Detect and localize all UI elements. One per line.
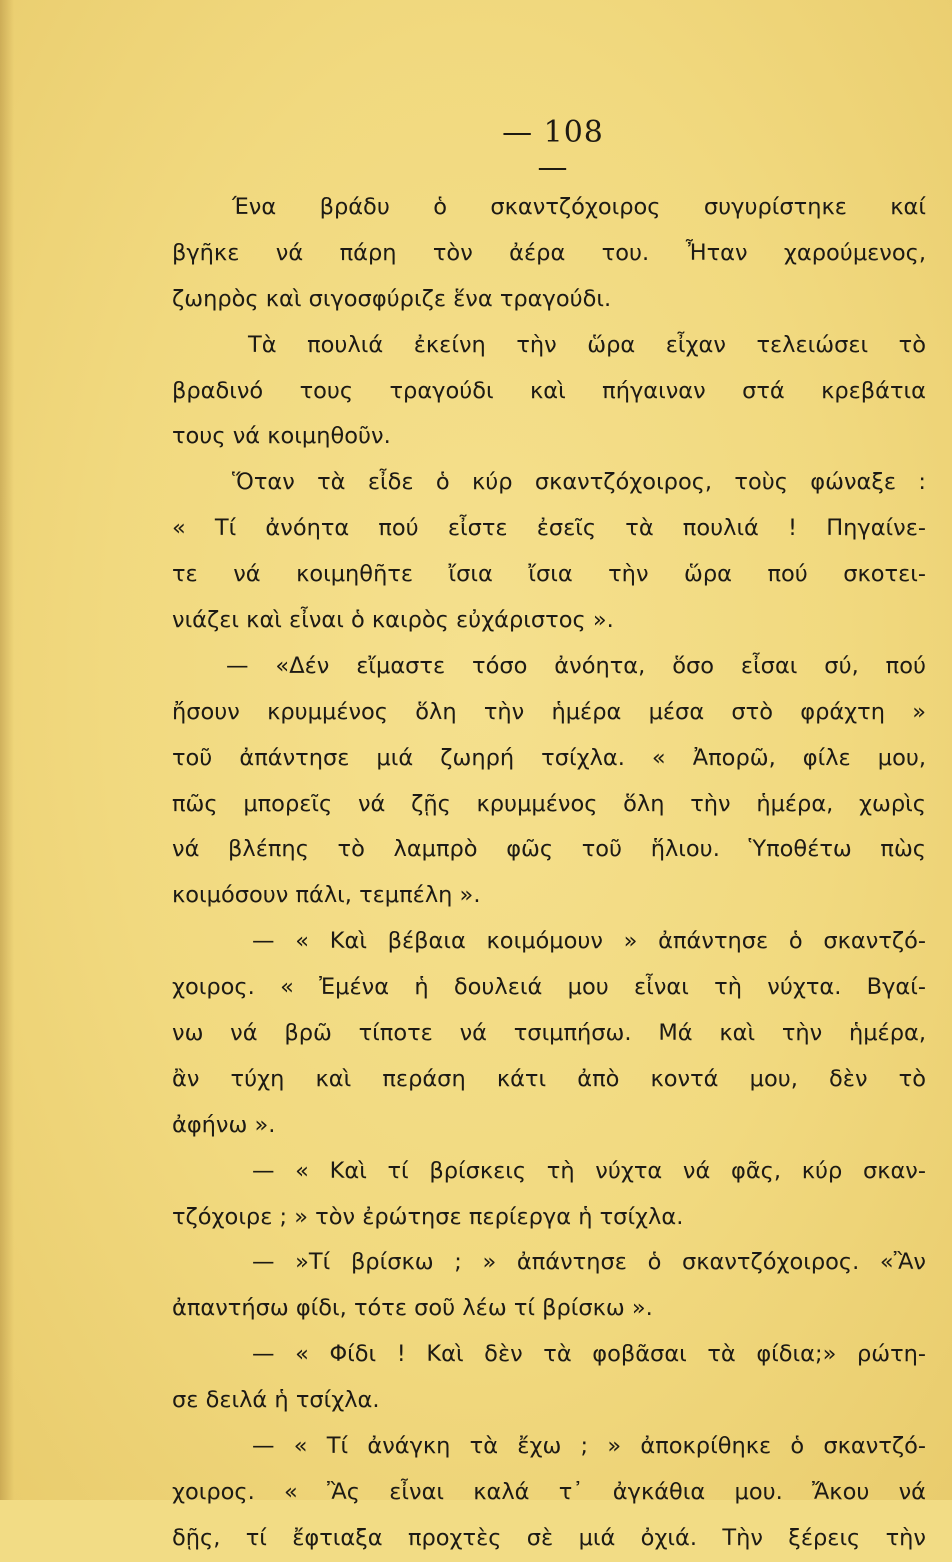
text-line: ζωηρὸς καὶ σιγοσφύριζε ἕνα τραγούδι. [172, 285, 612, 312]
text-line: Ὅταν τὰ εἶδε ὁ κύρ σκαντζόχοιρος, τοὺς φώναξε : [232, 469, 926, 496]
text-line: — « Φίδι ! Καὶ δὲν τὰ φοβᾶσαι τὰ φίδια;» ρώτη- [252, 1341, 926, 1368]
text-line: ἂν τύχη καὶ περάση κάτι ἀπὸ κοντά μου, δὲν τὸ [172, 1065, 926, 1092]
text-line: βγῆκε νά πάρη τὸν ἀέρα του. Ἦταν χαρούμενος, [172, 239, 926, 266]
text-line: πῶς μπορεῖς νά ζῇς κρυμμένος ὅλη τὴν ἡμέρα, χωρὶς [172, 790, 926, 817]
text-line: « Τί ἀνόητα πού εἶστε ἐσεῖς τὰ πουλιά ! Πηγαίνε- [172, 515, 926, 542]
text-line: χοιρος. « Ἂς εἶναι καλά τ᾿ ἀγκάθια μου. Ἄκου νά [172, 1478, 926, 1505]
text-line: — »Τί βρίσκω ; » ἀπάντησε ὁ σκαντζόχοιρος. «Ἂν [252, 1249, 926, 1276]
text-line: ἀπαντήσω φίδι, τότε σοῦ λέω τί βρίσκω ». [172, 1295, 653, 1322]
text-line: τους νά κοιμηθοῦν. [172, 423, 391, 450]
text-line: νά βλέπης τὸ λαμπρὸ φῶς τοῦ ἥλιου. Ὑποθέτω πὼς [172, 836, 926, 863]
text-line: νω νά βρῶ τίποτε νά τσιμπήσω. Μά καὶ τὴν ἡμέρα, [172, 1020, 926, 1047]
text-line: — « Καὶ τί βρίσκεις τὴ νύχτα νά φᾶς, κύρ σκαν- [252, 1157, 926, 1184]
text-line: νιάζει καὶ εἶναι ὁ καιρὸς εὐχάριστος ». [172, 607, 614, 634]
text-line: ἀφήνω ». [172, 1111, 276, 1138]
text-line: δῇς, τί ἔφτιαξα προχτὲς σὲ μιά ὀχιά. Τὴν ξέρεις τὴν [172, 1524, 926, 1551]
text-line: ἤσουν κρυμμένος ὅλη τὴν ἡμέρα μέσα στὸ φράχτη » [172, 698, 926, 725]
text-line: κοιμόσουν πάλι, τεμπέλη ». [172, 882, 481, 909]
text-line: τοῦ ἀπάντησε μιά ζωηρή τσίχλα. « Ἀπορῶ, φίλε μου, [172, 744, 926, 771]
text-line: — «Δέν εἴμαστε τόσο ἀνόητα, ὅσο εἶσαι σύ, πού [226, 652, 926, 679]
text-line: τε νά κοιμηθῆτε ἴσια ἴσια τὴν ὥρα πού σκοτει- [172, 561, 926, 588]
text-line: σε δειλά ἡ τσίχλα. [172, 1387, 380, 1414]
text-line: βραδινό τους τραγούδι καὶ πήγαιναν στά κρεβάτια [172, 377, 926, 404]
text-line: Τὰ πουλιά ἐκείνη τὴν ὥρα εἶχαν τελειώσει τὸ [248, 331, 926, 358]
text-line: — « Καὶ βέβαια κοιμόμουν » ἀπάντησε ὁ σκαντζό- [252, 928, 926, 955]
page-body-text [172, 185, 926, 1562]
text-line: τζόχοιρε ; » τὸν ἐρώτησε περίεργα ἡ τσίχλα. [172, 1203, 684, 1230]
text-line: — « Τί ἀνάγκη τὰ ἔχω ; » ἀποκρίθηκε ὁ σκαντζό- [252, 1433, 926, 1460]
text-line: χοιρος. « Ἐμένα ἡ δουλειά μου εἶναι τὴ νύχτα. Βγαί- [172, 974, 926, 1001]
page-number: — 108 — [502, 115, 604, 185]
text-line: Ένα βράδυ ὁ σκαντζόχοιρος συγυρίστηκε καί [232, 194, 926, 220]
page-edge-shadow [0, 0, 14, 1500]
